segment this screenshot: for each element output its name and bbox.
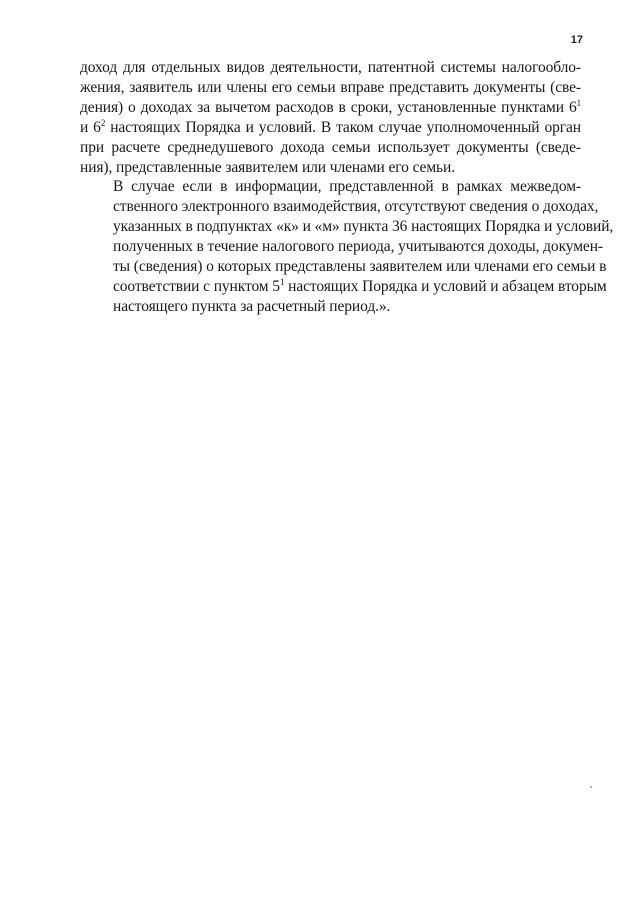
body-text	[80, 58, 614, 317]
text-line	[80, 197, 599, 217]
text-segment: настоящих Порядка и условий и абзацем вторым	[284, 277, 607, 295]
text-segment: ственного электронного взаимодействия, отсутствуют сведения о доходах,	[113, 198, 599, 216]
text-segment: настоящего пункта за расчетный период.».	[113, 297, 391, 315]
superscript: 1	[576, 97, 581, 108]
paragraph	[80, 177, 614, 316]
paragraph	[80, 58, 581, 177]
text-segment: при расчете среднедушевого дохода семьи использует документы (сведе-	[80, 138, 581, 156]
text-segment: доход для отдельных видов деятельности, патентной системы налогообло-	[80, 59, 581, 76]
text-segment: соответствии с пунктом 5	[113, 277, 280, 295]
text-line	[80, 237, 603, 257]
text-line	[80, 98, 581, 118]
text-line	[80, 118, 581, 138]
text-line	[80, 276, 607, 297]
text-segment: ты (сведения) о которых представлены заявителем или членами его семьи в	[113, 258, 607, 276]
text-segment: В случае если в информации, представленной в рамках межведом-	[113, 178, 581, 196]
text-segment: ния), представленные заявителем или членами его семьи.	[80, 158, 455, 176]
text-segment: и 6	[80, 118, 101, 136]
superscript: 1	[279, 276, 285, 287]
text-segment: дения) о доходах за вычетом расходов в сроки, установленные пунктами 6	[80, 98, 577, 116]
scan-speck	[590, 786, 592, 788]
text-segment: указанных в подпунктах «к» и «м» пункта 36 настоящих Порядка и условий,	[113, 218, 614, 236]
text-line	[80, 177, 581, 197]
text-line	[80, 158, 581, 178]
text-segment: жения, заявитель или члены его семьи вправе представить документы (све-	[80, 78, 581, 96]
page-number: 17	[570, 34, 583, 46]
text-segment: настоящих Порядка и условий. В таком случае уполномоченный орган	[105, 118, 581, 136]
superscript: 2	[100, 117, 106, 128]
text-line	[80, 78, 581, 98]
text-line	[80, 217, 614, 237]
text-line	[80, 257, 607, 277]
text-line	[80, 138, 581, 158]
text-line	[80, 297, 581, 317]
text-segment: полученных в течение налогового периода, учитываются доходы, докумен-	[113, 238, 603, 256]
text-line	[80, 58, 581, 78]
